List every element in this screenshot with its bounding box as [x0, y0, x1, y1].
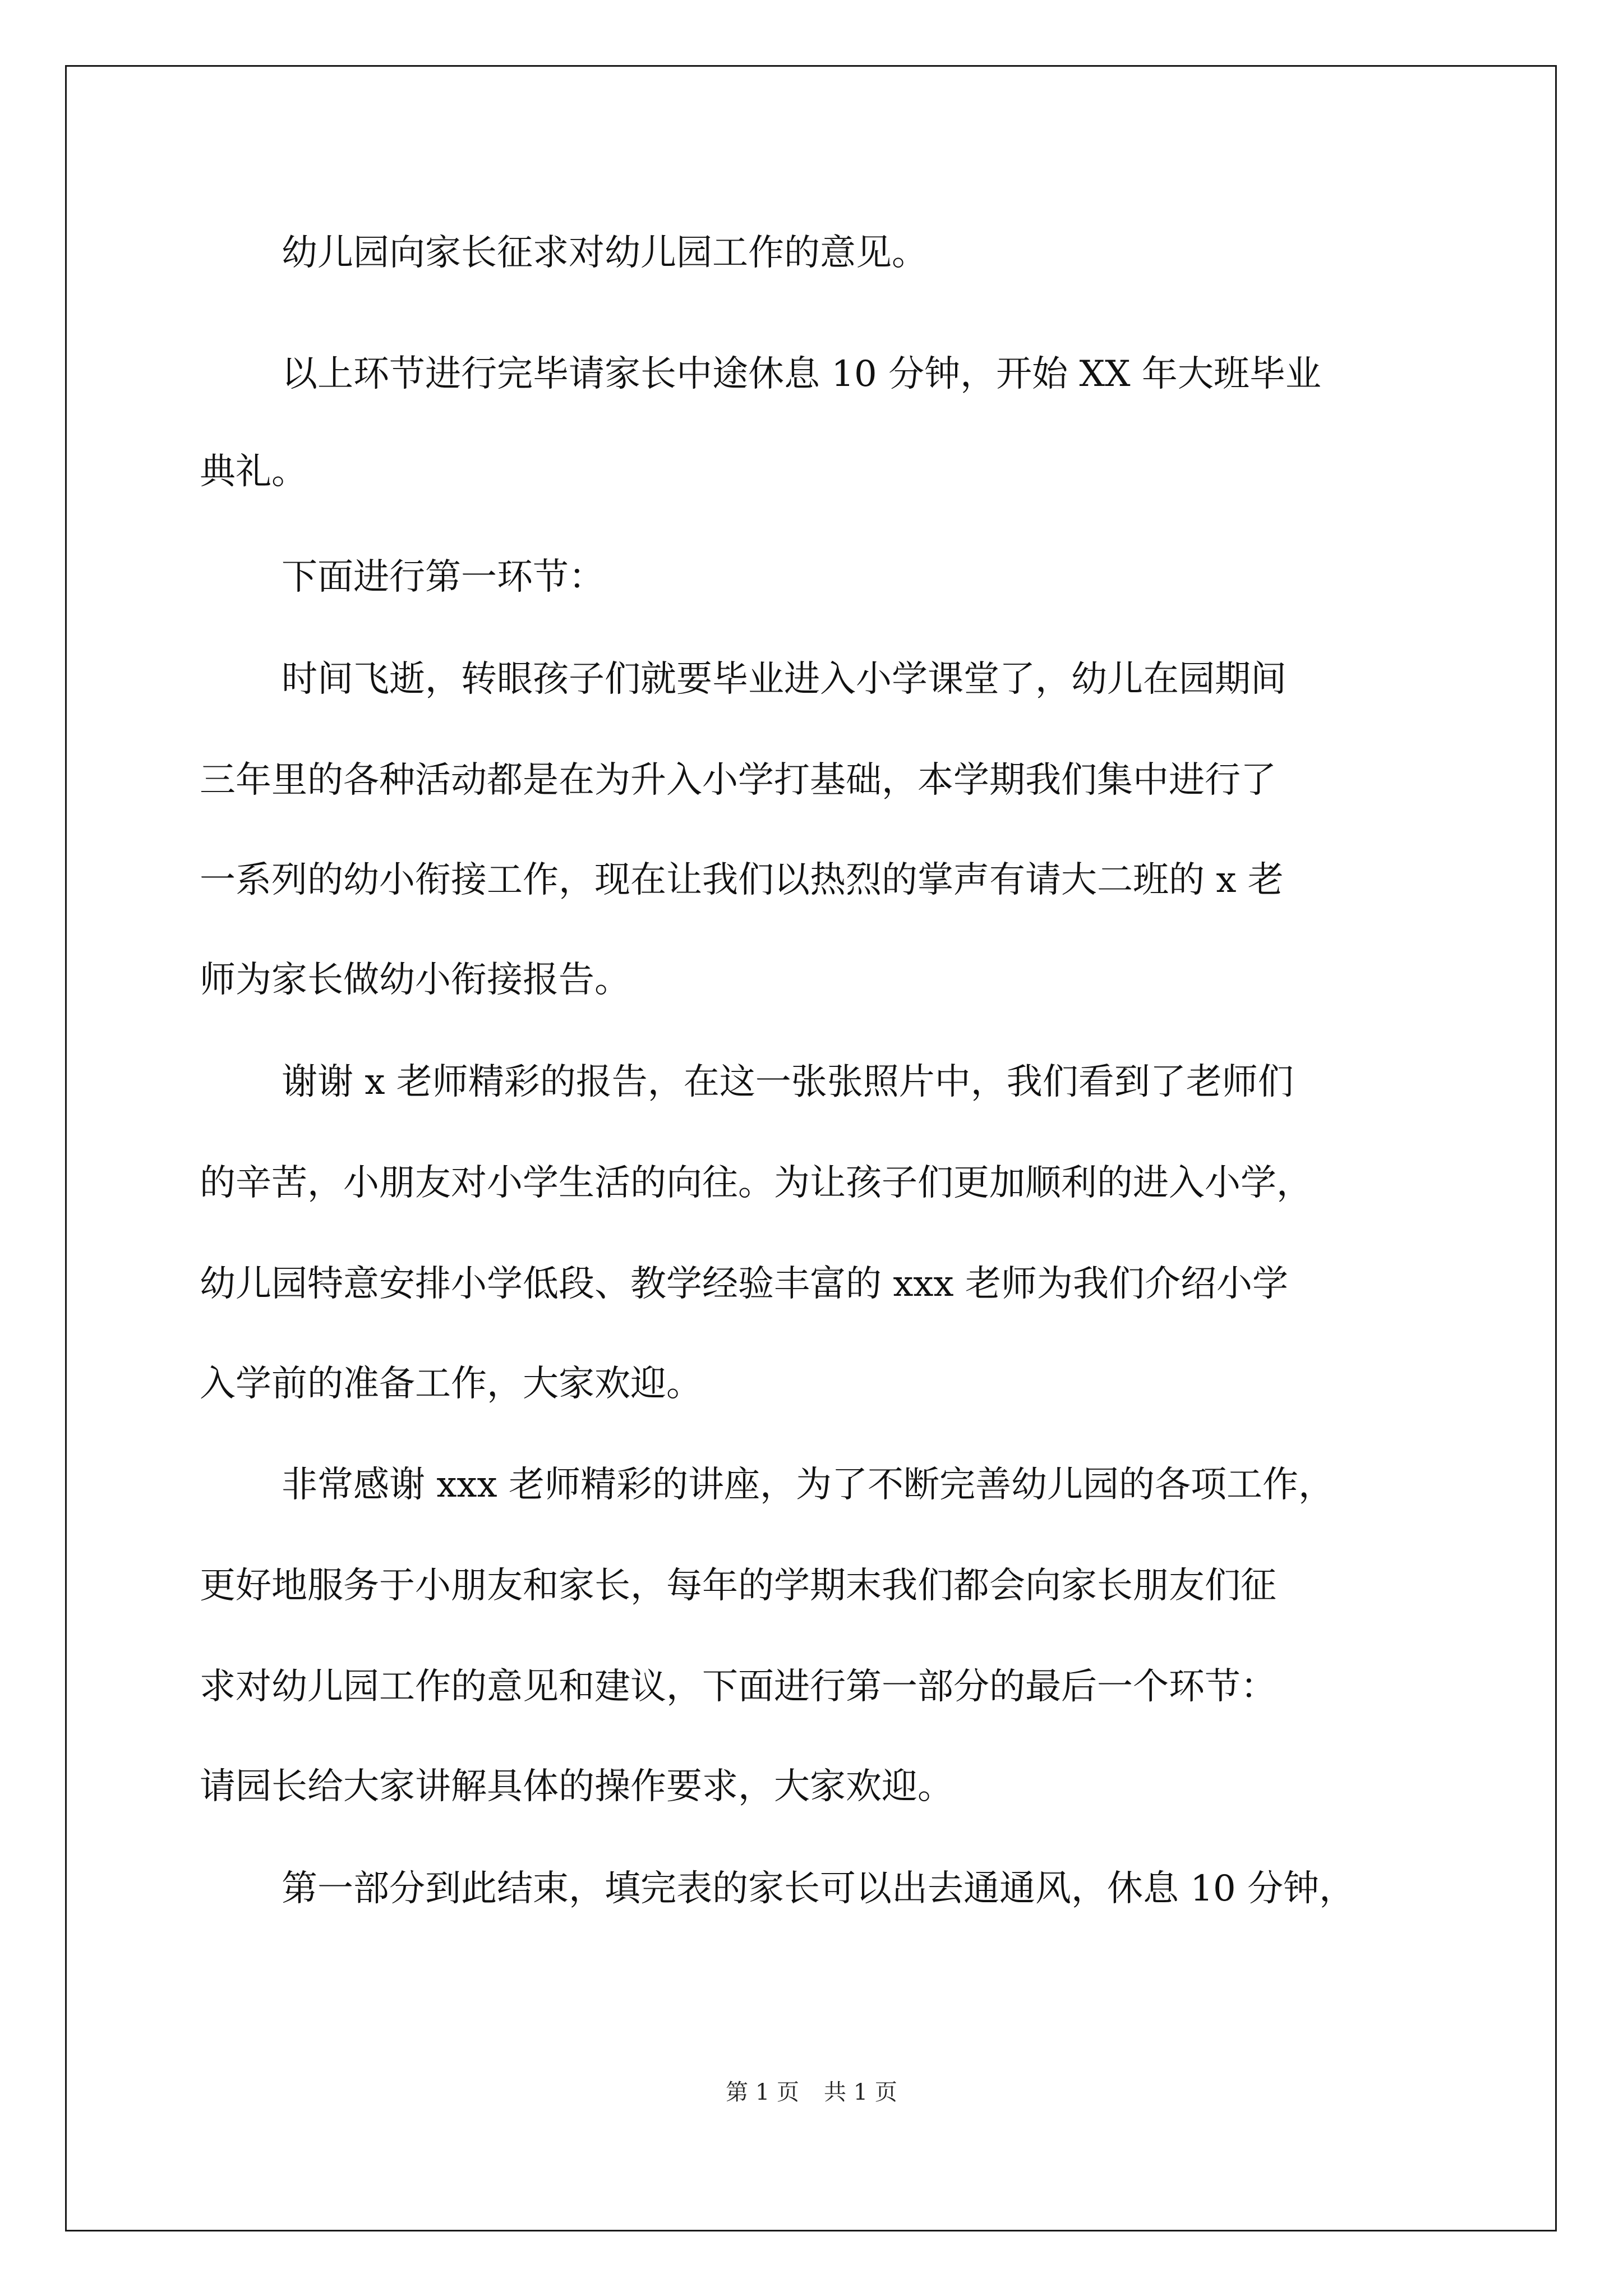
paragraph-line: 幼儿园向家长征求对幼儿园工作的意见。 — [282, 232, 928, 274]
paragraph-line: 典礼。 — [200, 451, 307, 493]
paragraph-line: 请园长给大家讲解具体的操作要求，大家欢迎。 — [200, 1766, 953, 1807]
paragraph-line: 师为家长做幼小衔接报告。 — [200, 959, 630, 1001]
page-total: 共 1 页 — [824, 2079, 897, 2105]
paragraph-line: 入学前的准备工作，大家欢迎。 — [200, 1363, 702, 1405]
paragraph-line: 幼儿园特意安排小学低段、教学经验丰富的 xxx 老师为我们介绍小学 — [200, 1263, 1288, 1305]
paragraph-line: 非常感谢 xxx 老师精彩的讲座，为了不断完善幼儿园的各项工作， — [282, 1464, 1334, 1506]
paragraph-line: 下面进行第一环节： — [282, 556, 605, 598]
paragraph-line: 更好地服务于小朋友和家长，每年的学期末我们都会向家长朋友们征 — [200, 1565, 1276, 1607]
paragraph-line: 三年里的各种活动都是在为升入小学打基础，本学期我们集中进行了 — [200, 760, 1276, 801]
paragraph-line: 第一部分到此结束，填完表的家长可以出去通通风，休息 10 分钟， — [282, 1868, 1355, 1910]
page-number: 第 1 页 — [726, 2079, 799, 2105]
page-footer — [0, 2076, 1623, 2109]
paragraph-line: 一系列的幼小衔接工作，现在让我们以热烈的掌声有请大二班的 x 老 — [200, 859, 1284, 901]
paragraph-line: 时间飞逝，转眼孩子们就要毕业进入小学课堂了，幼儿在园期间 — [282, 659, 1287, 700]
paragraph-line: 的辛苦，小朋友对小学生活的向往。为让孩子们更加顺利的进入小学， — [200, 1162, 1312, 1204]
paragraph-line: 谢谢 x 老师精彩的报告，在这一张张照片中，我们看到了老师们 — [282, 1061, 1294, 1103]
paragraph-line: 以上环节进行完毕请家长中途休息 10 分钟，开始 XX 年大班毕业 — [282, 353, 1321, 395]
paragraph-line: 求对幼儿园工作的意见和建议，下面进行第一部分的最后一个环节： — [200, 1666, 1276, 1708]
